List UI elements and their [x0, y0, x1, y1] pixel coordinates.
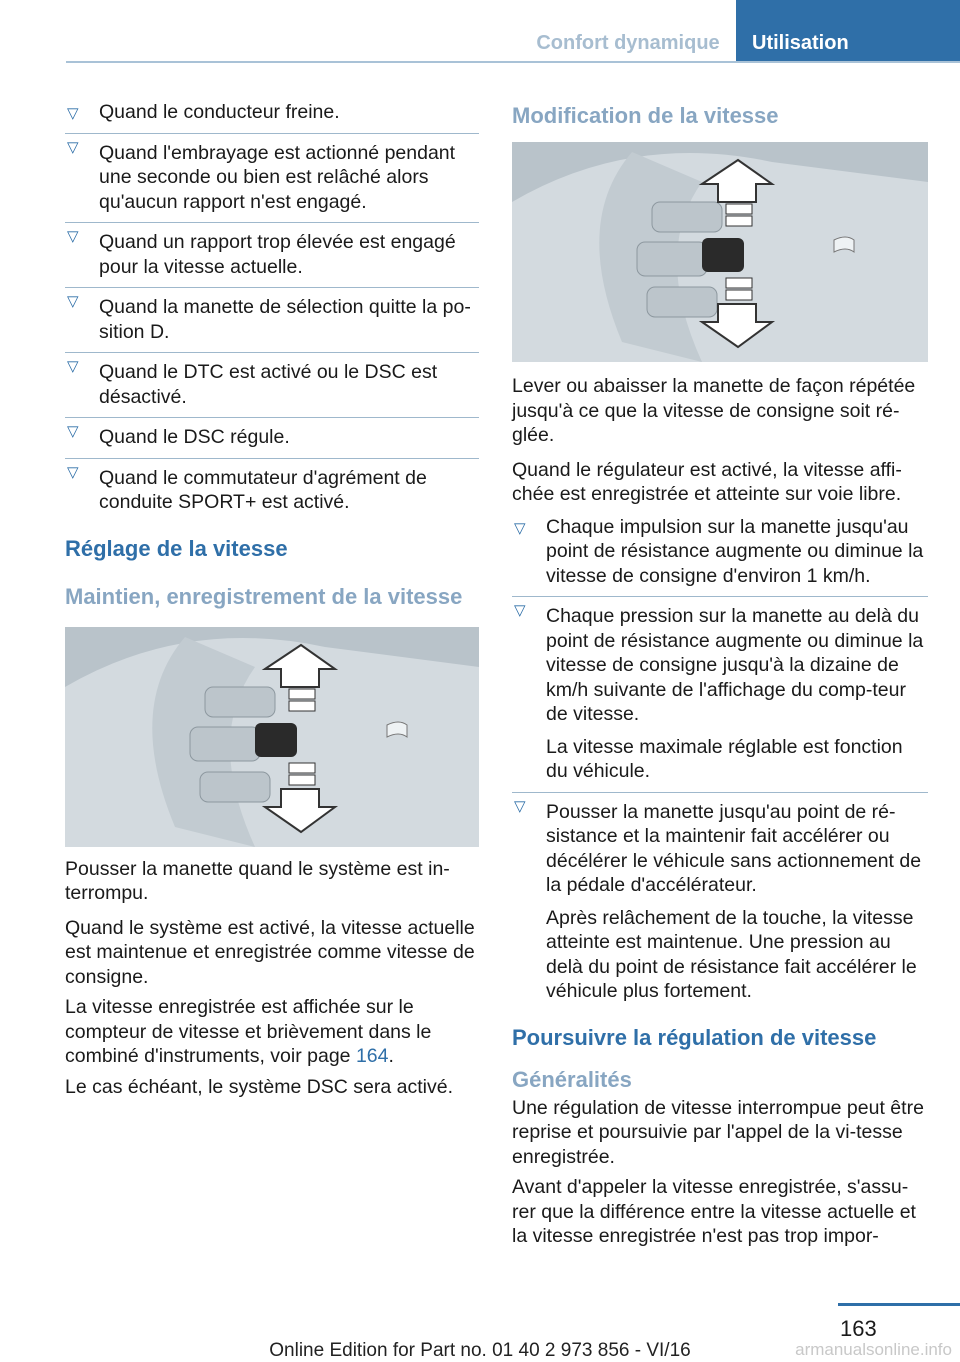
right-bullet-list [512, 515, 928, 1004]
list-item-note: Après relâchement de la touche, la vitesse atteinte est maintenue. Une pression au delà du point de résistance fait accélérer le véhicule plus fortement. [546, 906, 917, 1002]
list-item-text: Pousser la manette jusqu'au point de ré‐sistance et la maintenir fait accélérer ou décélérer le véhicule sans actionnement de la pédale d'accélérateur. [546, 800, 922, 896]
subsection-heading: Maintien, enregistrement de la vitesse [65, 583, 463, 609]
left-column [65, 100, 479, 1099]
subsection-heading: Modification de la vitesse [512, 103, 779, 128]
paragraph: Le cas échéant, le système DSC sera activé. [65, 1075, 454, 1098]
paragraph: Une régulation de vitesse interrompue peut être reprise et poursuivie par l'appel de la vi‐tesse enregistrée. [512, 1096, 924, 1168]
paragraph [65, 995, 479, 1069]
section-heading: Réglage de la vitesse [65, 535, 288, 561]
footer-rule [838, 1303, 960, 1306]
steering-wheel-figure [512, 142, 928, 362]
subsection-heading: Généralités [512, 1066, 632, 1092]
watermark: armanualsonline.info [795, 1340, 952, 1359]
edition-line: Online Edition for Part no. 01 40 2 973 856 - VI/16 [269, 1340, 691, 1361]
paragraph: Avant d'appeler la vitesse enregistrée, s'assu‐rer que la différence entre la vitesse actuelle et la vitesse enregistrée n'est pas trop impor‐ [512, 1176, 916, 1247]
list-item: ▽ Quand la manette de sélection quitte la po‐sition D. [65, 287, 479, 344]
paragraph: Quand le système est activé, la vitesse actuelle est maintenue et enregistrée comme vitesse de consigne. [65, 916, 475, 988]
header-rule [66, 61, 960, 63]
list-item-note: La vitesse maximale réglable est fonction du véhicule. [546, 735, 903, 782]
list-item: ▽ Quand l'embrayage est actionné pendant une seconde ou bien est relâché alors qu'aucun rapport n'est engagé. [65, 133, 479, 215]
right-column [512, 100, 928, 1249]
list-item [512, 792, 928, 1004]
list-item-text: Chaque pression sur la manette au delà du point de résistance augmente ou diminue la vitesse de consigne jusqu'à la dizaine de km/h suivante de l'affichage du comp‐teur de vitesse. [546, 605, 924, 725]
paragraph-text: La vitesse enregistrée est affichée sur le compteur de vitesse et brièvement dans le combiné d'instruments, voir page [65, 996, 432, 1067]
header-section-label: Confort dynamique [536, 32, 720, 54]
paragraph: Quand le régulateur est activé, la vitesse affi‐chée est enregistrée et atteinte sur voie libre. [512, 458, 902, 505]
list-item [512, 596, 928, 784]
section-heading: Poursuivre la régulation de vitesse [512, 1024, 877, 1050]
list-item [512, 515, 928, 589]
steering-wheel-figure [65, 627, 479, 847]
list-item: ▽ Quand le DTC est activé ou le DSC est désactivé. [65, 352, 479, 409]
list-item: ▽ Quand le commutateur d'agrément de conduite SPORT+ est activé. [65, 458, 479, 515]
list-item-text: Chaque impulsion sur la manette jusqu'au point de résistance augmente ou diminue la vitesse de consigne d'environ 1 km/h. [546, 515, 924, 587]
page-link[interactable]: 164 [355, 1045, 389, 1067]
paragraph-text: . [388, 1045, 394, 1067]
page-number: 163 [840, 1316, 877, 1341]
header-tab[interactable]: Utilisation [736, 0, 960, 61]
list-item: ▽ Quand un rapport trop élevée est engagé pour la vitesse actuelle. [65, 222, 479, 279]
list-item: ▽ Quand le DSC régule. [65, 417, 479, 450]
left-bullet-list [65, 100, 479, 515]
paragraph: Lever ou abaisser la manette de façon répétée jusqu'à ce que la vitesse de consigne soit ré‐glée. [512, 375, 916, 446]
list-item: ▽ Quand le conducteur freine. [65, 100, 479, 125]
paragraph: Pousser la manette quand le système est in‐terrompu. [65, 857, 450, 904]
